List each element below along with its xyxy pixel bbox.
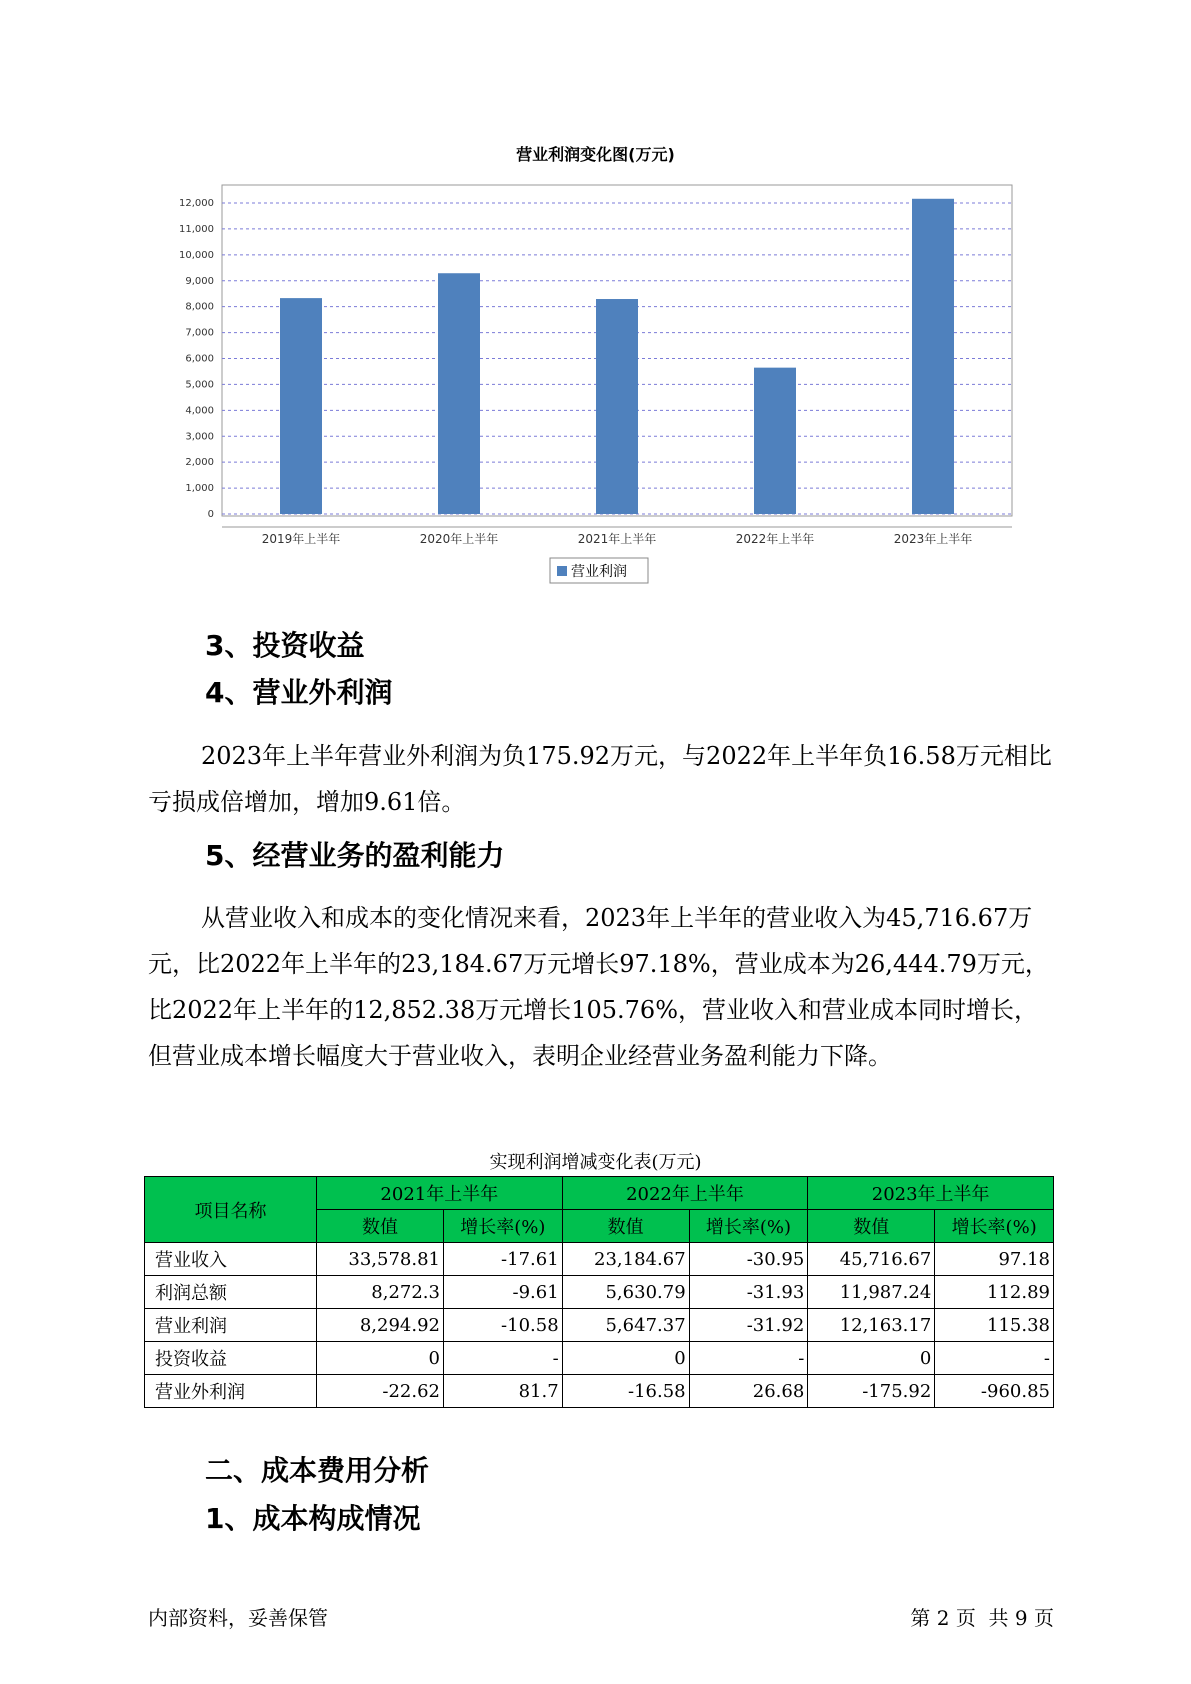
bar	[754, 368, 796, 514]
cell-value: 0	[562, 1342, 689, 1375]
header-year-2023: 2023年上半年	[808, 1177, 1054, 1210]
y-tick-label: 10,000	[179, 249, 214, 261]
y-tick-label: 12,000	[179, 198, 214, 209]
y-tick-label: 1,000	[185, 483, 214, 495]
y-tick-label: 8,000	[185, 301, 214, 313]
cell-value: 0	[317, 1342, 444, 1375]
y-axis-ticks	[179, 198, 214, 520]
x-tick-label: 2019年上半年	[261, 532, 341, 546]
cell-growth: -31.93	[689, 1276, 808, 1309]
cell-growth: -	[689, 1342, 808, 1375]
header-growth: 增长率(%)	[689, 1210, 808, 1243]
cell-growth: 115.38	[935, 1309, 1054, 1342]
cell-value: 33,578.81	[317, 1243, 444, 1276]
header-growth: 增长率(%)	[935, 1210, 1054, 1243]
paragraph-non-operating-profit: 2023年上半年营业外利润为负175.92万元，与2022年上半年负16.58万元相比亏损成倍增加，增加9.61倍。	[148, 742, 1052, 816]
cell-growth: 81.7	[443, 1375, 562, 1408]
footer-confidential-note: 内部资料，妥善保管	[148, 1606, 328, 1630]
cell-value: 12,163.17	[808, 1309, 935, 1342]
y-tick-label: 2,000	[185, 457, 214, 469]
header-value: 数值	[317, 1210, 444, 1243]
operating-profit-bar-chart	[0, 0, 1191, 600]
y-tick-label: 3,000	[185, 431, 214, 443]
cell-value: 45,716.67	[808, 1243, 935, 1276]
header-year-2022: 2022年上半年	[562, 1177, 808, 1210]
bar	[438, 273, 480, 514]
chart-title: 营业利润变化图(万元)	[516, 145, 675, 164]
bar	[280, 298, 322, 514]
row-name: 营业利润	[145, 1309, 317, 1342]
row-name: 营业收入	[145, 1243, 317, 1276]
heading-cost-composition: 1、成本构成情况	[205, 1502, 421, 1535]
legend	[550, 558, 648, 583]
cell-growth: -17.61	[443, 1243, 562, 1276]
paragraph-profitability: 从营业收入和成本的变化情况来看，2023年上半年的营业收入为45,716.67万元，比2022年上半年的23,184.67万元增长97.18%，营业成本为26,444.79万元，比2022年上半年的12,852.38万元增长105.76%，营业收入和营业成本同时增长，但营业成本增长幅度大于营业收入，表明企业经营业务盈利能力下降。	[148, 904, 1049, 1070]
cell-growth: 26.68	[689, 1375, 808, 1408]
cell-value: 11,987.24	[808, 1276, 935, 1309]
cell-value: 5,647.37	[562, 1309, 689, 1342]
y-tick-label: 5,000	[185, 379, 214, 391]
table-row	[145, 1309, 1054, 1342]
header-growth: 增长率(%)	[443, 1210, 562, 1243]
table-row	[145, 1342, 1054, 1375]
cell-value: -175.92	[808, 1375, 935, 1408]
cell-growth: -30.95	[689, 1243, 808, 1276]
x-tick-label: 2021年上半年	[577, 532, 657, 546]
cell-growth: -	[935, 1342, 1054, 1375]
cell-growth: 97.18	[935, 1243, 1054, 1276]
y-tick-label: 9,000	[185, 275, 214, 287]
cell-growth: -9.61	[443, 1276, 562, 1309]
cell-growth: -31.92	[689, 1309, 808, 1342]
row-name: 利润总额	[145, 1276, 317, 1309]
header-item-name: 项目名称	[145, 1177, 317, 1243]
bars	[280, 199, 954, 514]
heading-investment-income: 3、投资收益	[205, 629, 365, 662]
row-name: 投资收益	[145, 1342, 317, 1375]
cell-growth: 112.89	[935, 1276, 1054, 1309]
profit-change-table	[144, 1176, 1054, 1408]
cell-value: -22.62	[317, 1375, 444, 1408]
y-tick-label: 6,000	[185, 353, 214, 365]
cell-growth: -	[443, 1342, 562, 1375]
cell-value: 5,630.79	[562, 1276, 689, 1309]
header-value: 数值	[808, 1210, 935, 1243]
cell-value: 23,184.67	[562, 1243, 689, 1276]
y-tick-label: 4,000	[185, 405, 214, 417]
heading-cost-analysis: 二、成本费用分析	[205, 1454, 430, 1487]
table-title: 实现利润增减变化表(万元)	[489, 1152, 702, 1173]
cell-value: 0	[808, 1342, 935, 1375]
table-row	[145, 1375, 1054, 1408]
heading-profitability: 5、经营业务的盈利能力	[205, 839, 505, 872]
cell-growth: -10.58	[443, 1309, 562, 1342]
row-name: 营业外利润	[145, 1375, 317, 1408]
table-row	[145, 1276, 1054, 1309]
y-tick-label: 7,000	[185, 327, 214, 339]
legend-label: 营业利润	[571, 564, 627, 580]
cell-value: -16.58	[562, 1375, 689, 1408]
heading-non-operating-profit: 4、营业外利润	[205, 676, 393, 709]
y-tick-label: 0	[207, 509, 214, 520]
cell-growth: -960.85	[935, 1375, 1054, 1408]
x-tick-label: 2020年上半年	[419, 532, 499, 546]
bar	[912, 199, 954, 514]
legend-swatch	[557, 566, 567, 576]
x-tick-label: 2022年上半年	[735, 532, 815, 546]
y-tick-label: 11,000	[179, 223, 214, 235]
cell-value: 8,294.92	[317, 1309, 444, 1342]
header-year-2021: 2021年上半年	[317, 1177, 563, 1210]
x-tick-label: 2023年上半年	[893, 532, 973, 546]
bar	[596, 299, 638, 514]
header-value: 数值	[562, 1210, 689, 1243]
x-axis-labels	[262, 531, 973, 546]
footer-page-number: 第 2 页 共 9 页	[910, 1606, 1054, 1630]
cell-value: 8,272.3	[317, 1276, 444, 1309]
table-row	[145, 1243, 1054, 1276]
